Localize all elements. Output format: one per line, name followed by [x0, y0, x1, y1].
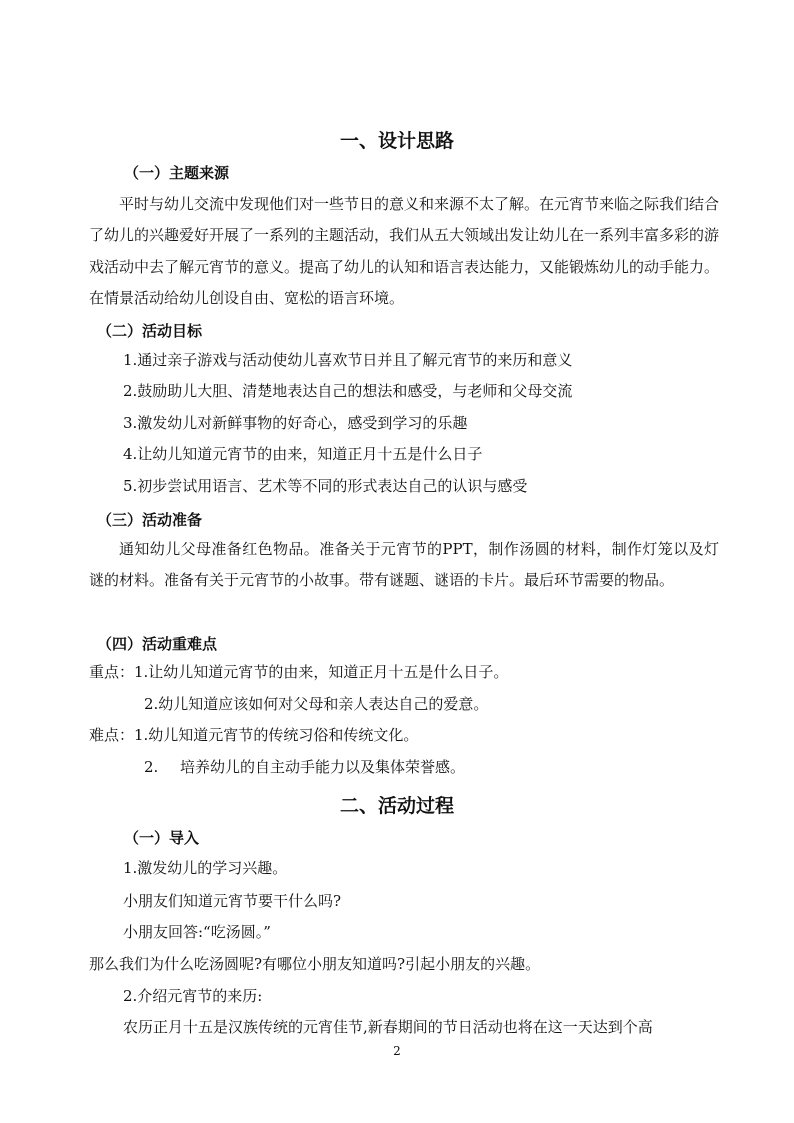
heading-activity-preparation: （三）活动准备 — [97, 511, 203, 529]
difficult-point-2-number: 2. — [144, 758, 159, 776]
goal-item-3: 3.激发幼儿对新鲜事物的好奇心，感受到学习的乐趣 — [123, 414, 468, 432]
intro-line-2: 小朋友们知道元宵节要干什么吗? — [123, 892, 342, 910]
difficult-point-2-text: 培养幼儿的自主动手能力以及集体荣誉感。 — [180, 758, 466, 776]
intro-line-5: 2.介绍元宵节的来历: — [123, 987, 263, 1005]
goal-item-5: 5.初步尝试用语言、艺术等不同的形式表达自己的认识与感受 — [123, 477, 528, 495]
paragraph-theme-source: 平时与幼儿交流中发现他们对一些节日的意义和来源不太了解。在元宵节来临之际我们结合了幼儿的兴趣爱好开展了一系列的主题活动，我们从五大领域出发让幼儿在一系列丰富多彩的游戏活动中去了解元宵节的意义。提高了幼儿的认知和语言表达能力，又能锻炼幼儿的动手能力。在情景活动给幼儿创设自由、宽松的语言环境。 — [89, 195, 720, 307]
intro-line-6: 农历正月十五是汉族传统的元宵佳节,新春期间的节日活动也将在这一天达到个高 — [123, 1018, 653, 1036]
goal-item-1: 1.通过亲子游戏与活动使幼儿喜欢节日并且了解元宵节的来历和意义 — [123, 351, 573, 369]
key-point-1: 重点：1.让幼儿知道元宵节的由来，知道正月十五是什么日子。 — [89, 663, 509, 681]
page-number: 2 — [393, 1044, 401, 1058]
goal-item-4: 4.让幼儿知道元宵节的由来，知道正月十五是什么日子 — [123, 445, 483, 463]
paragraph-activity-preparation: 通知幼儿父母准备红色物品。准备关于元宵节的PPT，制作汤圆的材料，制作灯笼以及灯谜的材料。准备有关于元宵节的小故事。带有谜题、谜语的卡片。最后环节需要的物品。 — [89, 540, 719, 590]
difficult-point-1: 难点：1.幼儿知道元宵节的传统习俗和传统文化。 — [89, 726, 419, 744]
intro-line-4: 那么我们为什么吃汤圆呢?有哪位小朋友知道吗?引起小朋友的兴趣。 — [89, 955, 541, 973]
section-title-design: 一、设计思路 — [339, 130, 454, 152]
heading-activity-goals: （二）活动目标 — [97, 322, 203, 340]
intro-line-3: 小朋友回答:“吃汤圆。” — [123, 923, 271, 941]
key-point-2: 2.幼儿知道应该如何对父母和亲人表达自己的爱意。 — [144, 695, 489, 713]
section-title-process: 二、活动过程 — [339, 795, 454, 817]
heading-theme-source: （一）主题来源 — [124, 164, 230, 182]
intro-line-1: 1.激发幼儿的学习兴趣。 — [123, 859, 288, 877]
heading-key-difficult-points: （四）活动重难点 — [97, 635, 218, 653]
goal-item-2: 2.鼓励助儿大胆、清楚地表达自己的想法和感受，与老师和父母交流 — [123, 382, 573, 400]
heading-introduction: （一）导入 — [124, 829, 200, 847]
